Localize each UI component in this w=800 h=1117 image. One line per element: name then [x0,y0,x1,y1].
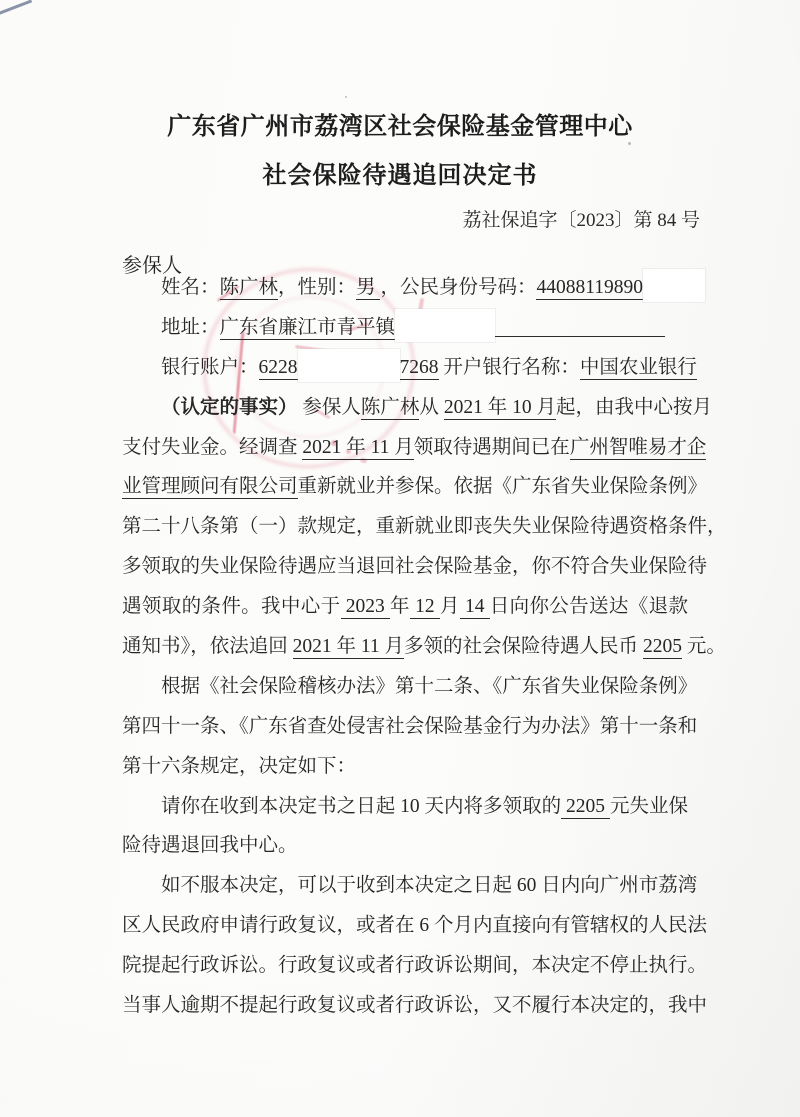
text-segment: 中国农业银行 [579,356,697,378]
text-segment: 2205 [642,636,682,658]
text-segment: 2023 [340,596,390,618]
text-segment: 区人民政府申请行政复议，或者在 6 个月内直接向有管辖权的人民法 [122,915,708,937]
text-segment: 2021 年 11 月 [292,636,405,658]
text-segment: 重新就业并参保。依据《广东省失业保险条例》 [297,476,708,498]
redaction-patch [298,349,400,382]
text-segment: 地址： [161,316,220,338]
text-segment: 12 [409,596,440,618]
doc-number: 荔社保追字〔2023〕第 84 号 [462,210,700,231]
text-segment: （认定的事实） [161,395,298,418]
text-line [122,787,688,827]
text-segment: 起，由我中心按月 [555,396,712,418]
scan-speck [345,96,347,98]
text-segment: 陈广林 [360,396,420,418]
text-line [122,507,727,547]
text-line [122,348,697,388]
text-segment: 2205 [561,795,610,817]
text-segment: 多领取的失业保险待遇应当退回社会保险基金，你不符合失业保险待 [122,556,708,578]
text-segment: 院提起行政诉讼。行政复议或者行政诉讼期间，本决定不停止执行。 [122,955,708,977]
text-segment: 陈广林 [219,277,279,298]
text-line [122,667,698,707]
text-line [122,826,688,866]
text-segment: 广东省廉江市青平镇 [219,316,396,338]
text-segment: 第二十八条第（一）款规定，重新就业即丧失失业保险待遇资格条件， [122,516,727,538]
text-segment: 多领的社会保险待遇人民币 [404,636,643,658]
text-line [122,428,707,468]
text-segment: 业管理顾问有限公司 [122,476,298,498]
text-segment: 从 [419,396,444,418]
org-title: 广东省广州市荔湾区社会保险基金管理中心 [167,113,633,140]
text-segment: 第四十一条、《广东省查处侵害社会保险基金行为办法》第十一条和 [122,715,698,737]
text-line [122,587,688,627]
text-segment: 开户银行名称： [438,356,580,378]
text-line [122,388,712,428]
text-line [122,866,698,906]
text-segment: ，性别： [278,277,357,298]
text-segment: 7268 [399,356,439,378]
doc-title: 社会保险待遇追回决定书 [262,162,538,189]
text-segment: 参保人 [297,396,361,418]
text-segment: 第十六条规定，决定如下： [122,755,357,777]
text-line [122,906,708,946]
text-segment: 支付失业金。经调查 [122,436,303,458]
text-segment: 44088119890 [536,277,643,298]
text-segment: 领取待遇期间已在 [413,436,570,458]
text-segment: 元。 [681,636,726,658]
text-segment: ，公民身份号码： [380,277,537,298]
blank-underline [495,318,665,337]
text-segment: 如不服本决定，可以于收到本决定之日起 60 日内向广州市荔湾 [161,875,698,897]
text-segment: 遇领取的条件。我中心于 [122,596,341,618]
text-segment: 14 [459,596,490,618]
text-segment: 根据《社会保险稽核办法》第十二条、《广东省失业保险条例》 [161,675,698,697]
text-segment: 元失业保 [609,795,688,817]
text-segment: 姓名： [161,277,220,298]
text-line [122,986,708,1026]
redaction-patch [643,269,705,302]
text-segment: 年 [390,596,410,618]
text-segment: 6228 [258,356,298,378]
text-segment: 当事人逾期不提起行政复议或者行政诉讼，又不履行本决定的，我中 [122,995,708,1017]
text-line [122,946,708,986]
scan-artifact-line [0,0,32,15]
text-line [122,308,688,348]
text-line [122,707,698,747]
text-segment: 通知书》，依法追回 [122,636,293,658]
text-segment: 男 [356,277,381,298]
text-line [122,747,688,787]
text-line [122,547,708,587]
redaction-patch [395,309,495,342]
text-segment: 月 [439,596,460,618]
party-label: 参保人 [122,255,182,277]
text-segment: 险待遇退回我中心。 [122,835,298,857]
text-segment: 日向你公告送达《退款 [489,596,688,618]
body-lines [122,268,727,1026]
text-segment: 2021 年 10 月 [443,396,556,418]
text-segment: 2021 年 11 月 [302,436,414,458]
scan-speck [628,142,631,145]
text-line [122,268,688,308]
text-line [122,467,708,507]
text-line [122,627,726,667]
text-segment: 广州智唯易才企 [569,436,707,458]
text-segment: 请你在收到本决定书之日起 10 天内将多领取的 [161,795,562,817]
text-segment: 银行账户： [161,356,259,378]
